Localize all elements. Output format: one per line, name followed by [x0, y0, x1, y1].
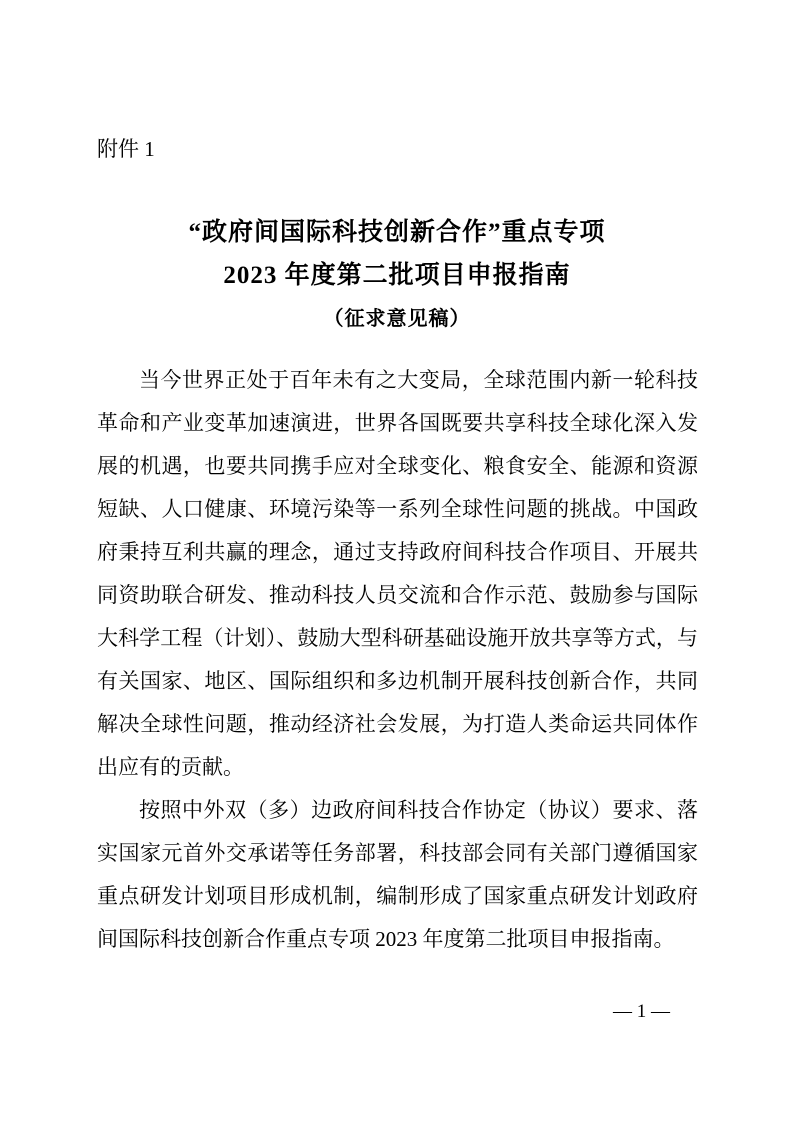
document-subtitle: （征求意见稿）	[323, 308, 471, 330]
page-number: — 1 —	[613, 1001, 670, 1022]
document-body	[97, 359, 698, 961]
title-block	[0, 211, 794, 334]
document-title-line-1: “政府间国际科技创新合作”重点专项	[188, 219, 606, 246]
body-paragraph-1: 当今世界正处于百年未有之大变局，全球范围内新一轮科技革命和产业变革加速演进，世界各国既要共享科技全球化深入发展的机遇，也要共同携手应对全球变化、粮食安全、能源和资源短缺、人口健康、环境污染等一系列全球性问题的挑战。中国政府秉持互利共赢的理念，通过支持政府间科技合作项目、开展共同资助联合研发、推动科技人员交流和合作示范、鼓励参与国际大科学工程（计划）、鼓励大型科研基础设施开放共享等方式，与有关国家、地区、国际组织和多边机制开展科技创新合作，共同解决全球性问题，推动经济社会发展，为打造人类命运共同体作出应有的贡献。	[97, 368, 698, 779]
document-title-line-2: 2023 年度第二批项目申报指南	[223, 262, 571, 289]
body-paragraph-2: 按照中外双（多）边政府间科技合作协定（协议）要求、落实国家元首外交承诺等任务部署，科技部会同有关部门遵循国家重点研发计划项目形成机制，编制形成了国家重点研发计划政府间国际科技创新合作重点专项 2023 年度第二批项目申报指南。	[97, 798, 698, 951]
attachment-label: 附件 1	[97, 137, 155, 161]
